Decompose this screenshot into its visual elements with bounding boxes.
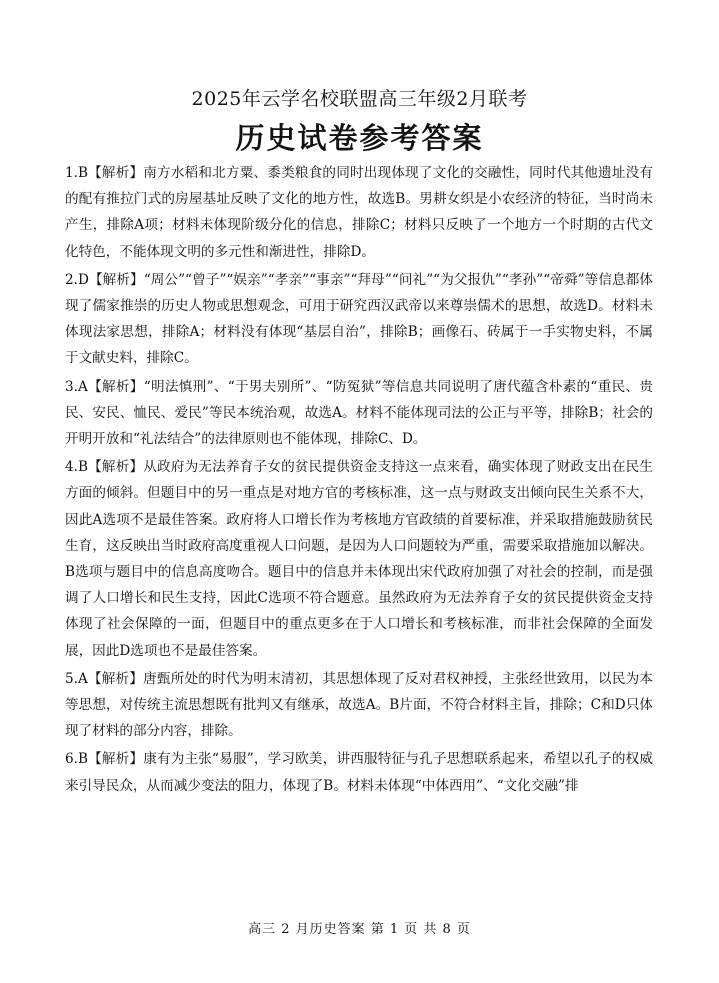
page-footer: 高三 2 月历史答案 第 1 页 共 8 页 <box>248 922 471 937</box>
answer-item-1: 1.B【解析】南方水稻和北方粟、黍类粮食的同时出现体现了文化的交融性，同时代其他遗址没有的配有推拉门式的房屋基址反映了文化的地方性，故选B。男耕女织是小农经济的特征，当时尚未产生，排除A项；材料未体现阶级分化的信息，排除C；材料只反映了一个地方一个时期的古代文化特色，不能体现文明的多元性和渐进性，排除D。 <box>65 165 653 260</box>
answer-item-5: 5.A【解析】唐甄所处的时代为明末清初，其思想体现了反对君权神授，主张经世致用，以民为本等思想，对传统主流思想既有批判又有继承，故选A。B片面，不符合材料主旨，排除；C和D只体现了材料的部分内容，排除。 <box>65 670 653 740</box>
page-title: 历史试卷参考答案 <box>235 121 484 155</box>
answer-item-6: 6.B【解析】康有为主张“易服”，学习欧美，讲西服特征与孔子思想联系起来，希望以孔子的权威来引导民众，从而减少变法的阻力，体现了B。材料未体现“中体西用”、“文化交融”排 <box>65 751 653 794</box>
answer-item-3: 3.A【解析】“明法慎刑”、“于男夫别所”、“防冤狱”等信息共同说明了唐代蕴含朴素的“重民、贵民、安民、恤民、爱民”等民本统治观，故选A。材料不能体现司法的公正与平等，排除B；社会的开明开放和“礼法结合”的法律原则也不能体现，排除C、D。 <box>65 378 653 448</box>
exam-subtitle: 2025年云学名校联盟高三年级2月联考 <box>191 88 528 110</box>
answer-item-2: 2.D【解析】“周公”“曾子”“娱亲”“孝亲”“事亲”“拜母”“问礼”“为父报仇”“孝孙”“帝舜”等信息都体现了儒家推崇的历史人物或思想观念，可用于研究西汉武帝以来尊崇儒术的思想，故选D。材料未体现法家思想，排除A；材料没有体现“基层自治”，排除B；画像石、砖属于一手实物史料，不属于文献史料，排除C。 <box>65 271 653 367</box>
answer-list <box>65 160 653 801</box>
answer-item-4: 4.B【解析】从政府为无法养育子女的贫民提供资金支持这一点来看，确实体现了财政支出在民生方面的倾斜。但题目中的另一重点是对地方官的考核标准，这一点与财政支出倾向民生关系不大，因此A选项不是最佳答案。政府将人口增长作为考核地方官政绩的首要标准，并采取措施鼓励贫民生育，这反映出当时政府高度重视人口问题，是因为人口问题较为严重，需要采取措施加以解决。B选项与题目中的信息高度吻合。题目中的信息并未体现出宋代政府加强了对社会的控制，而是强调了人口增长和民生支持，因此C选项不符合题意。虽然政府为无法养育子女的贫民提供资金支持体现了社会保障的一面，但题目中的重点更多在于人口增长和考核标准，而非社会保障的全面发展，因此D选项也不是最佳答案。 <box>65 459 653 659</box>
